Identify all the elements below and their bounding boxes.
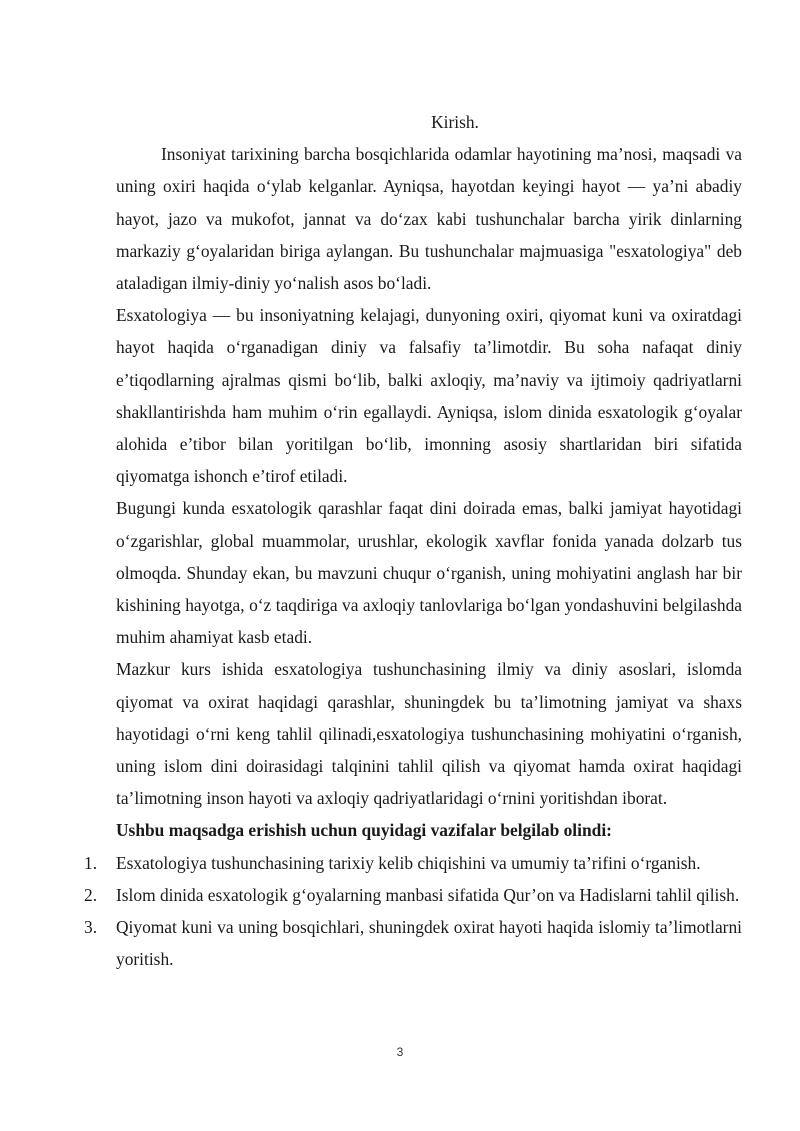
paragraph-intro: Insoniyat tarixining barcha bosqichlarida odamlar hayotining ma’nosi, maqsadi va uning oxiri haqida o‘ylab kelganlar. Ayniqsa, hayotdan keyingi hayot — ya’ni abadiy hayot, jazo va mukofot, jannat va do‘zax kabi tushunchalar barcha yirik dinlarning markaziy g‘oyalaridan biriga aylangan. Bu tushunchalar majmuasiga "esxatologiya" deb ataladigan ilmiy-diniy yo‘nalish asos bo‘ladi.: [116, 144, 742, 294]
list-item: [84, 847, 742, 879]
tasks-heading: Ushbu maqsadga erishish uchun quyidagi vazifalar belgilab olindi:: [116, 820, 612, 841]
list-item: [84, 879, 742, 911]
list-item-text: Esxatologiya tushunchasining tarixiy kelib chiqishini va umumiy ta’rifini o‘rganish.: [116, 852, 701, 873]
list-item: [84, 911, 742, 975]
paragraph-purpose: Mazkur kurs ishida esxatologiya tushunchasining ilmiy va diniy asoslari, islomda qiyomat va oxirat haqidagi qarashlar, shuningdek bu ta’limotning jamiyat va shaxs hayotidagi o‘rni keng tahlil qilinadi,esxatologiya tushunchasining mohiyatini o‘rganish, uning islom dini doirasidagi talqinini tahlil qilish va qiyomat hamda oxirat haqidagi ta’limotning inson hayoti va axloqiy qadriyatlaridagi o‘rnini yoritishdan iborat.: [116, 659, 742, 809]
list-item-text: Islom dinida esxatologik g‘oyalarning manbasi sifatida Qur’on va Hadislarni tahlil qilish.: [116, 884, 740, 905]
tasks-list: [84, 847, 742, 976]
paragraph-definition: Esxatologiya — bu insoniyatning kelajagi, dunyoning oxiri, qiyomat kuni va oxiratdagi hayot haqida o‘rganadigan diniy va falsafiy ta’limotdir. Bu soha nafaqat diniy e’tiqodlarning ajralmas qismi bo‘lib, balki axloqiy, ma’naviy va ijtimoiy qadriyatlarni shakllantirishda ham muhim o‘rin egallaydi. Ayniqsa, islom dinida esxatologik g‘oyalar alohida e’tibor bilan yoritilgan bo‘lib, imonning asosiy shartlaridan biri sifatida qiyomatga ishonch e’tirof etiladi.: [116, 305, 742, 487]
section-title: Kirish.: [431, 112, 479, 132]
paragraph-relevance: Bugungi kunda esxatologik qarashlar faqat dini doirada emas, balki jamiyat hayotidagi o‘zgarishlar, global muammolar, urushlar, ekologik xavflar fonida yanada dolzarb tus olmoqda. Shunday ekan, bu mavzuni chuqur o‘rganish, uning mohiyatini anglash har bir kishining hayotga, o‘z taqdiriga va axloqiy tanlovlariga bo‘lgan yondashuvini belgilashda muhim ahamiyat kasb etadi.: [116, 498, 742, 648]
list-item-number: 3.: [84, 917, 98, 938]
list-item-number: 2.: [84, 884, 98, 905]
document-body: [84, 106, 742, 975]
page-number: 3: [396, 1045, 404, 1059]
list-item-text: Qiyomat kuni va uning bosqichlari, shuningdek oxirat hayoti haqida islomiy ta’limotlarni yoritish.: [116, 917, 742, 970]
list-item-number: 1.: [84, 852, 98, 873]
